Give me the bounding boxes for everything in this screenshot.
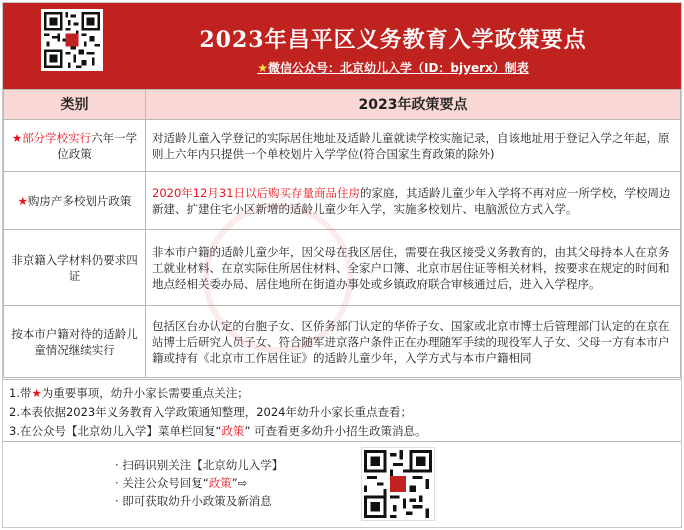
star-icon: ★ [31,386,42,400]
policy-cell [146,306,681,378]
note-prefix: 1.带 [9,386,32,400]
policy-text: 非本市户籍的适龄儿童少年，因父母在我区居住，需要在我区接受义务教育的，由其父母持本人在京务工就业材料、在京实际住所居住材料、全家户口簿、北京市居住证等相关材料，按要求在规定的时间和地点经相关委办局、居住地所在街道办事处或乡镇政府联合审核通过后，进入入学程序。 [152,244,670,291]
table-header-row [4,90,681,120]
note-keyword: 政策 [221,424,245,438]
column-header-policy: 2023年政策要点 [146,90,681,120]
note-prefix: 3.在公众号【北京幼儿入学】菜单栏回复“ [9,424,222,438]
note-text: 2.本表依据2023年义务教育入学政策通知整理，2024年幼升小家长重点查看； [9,405,413,419]
footer-line: · 即可获取幼升小政策及新消息 [115,494,272,508]
subtitle-text: 微信公众号：北京幼儿入学（ID：bjyerx）制表 [268,61,529,75]
footer-line: · 扫码识别关注【北京幼儿入学】 [115,458,284,472]
page-subtitle [113,59,673,76]
policy-cell [146,120,681,172]
policy-sheet [2,2,682,528]
category-cell [4,120,146,172]
note-text: ” 可查看更多幼升小招生政策消息。 [244,424,427,438]
policy-table [3,89,681,378]
category-highlight: 部分学校实行 [22,130,92,145]
footer-line-prefix: · 关注公众号回复“ [115,476,209,490]
note-item [9,384,675,403]
table-row [4,120,681,172]
star-icon: ★ [257,61,268,75]
qr-code-icon [361,447,435,521]
policy-cell [146,230,681,306]
policy-cell [146,172,681,230]
note-item [9,403,675,422]
policy-highlight: 2020年12月31日以后购买存量商品住房 [152,185,361,200]
note-text: 为重要事项，幼升小家长需要重点关注； [41,386,249,400]
table-row [4,230,681,306]
policy-text: 的家庭，其适龄儿童少年入学将不再对应一所学校，学校周边新建、扩建住宅小区新增的适龄儿童少年入学，实施多校划片、电脑派位方式入学。 [152,185,671,216]
arrow-right-icon: ”⇨ [231,476,248,490]
policy-text: 对适龄儿童入学登记的实际居住地址及适龄儿童就读学校实施记录，自该地址用于登记入学之年起，原则上六年内只提供一个单校划片入学学位(符合国家生育政策的除外) [152,130,670,161]
footer-instructions [115,456,283,510]
star-icon: ★ [17,193,28,208]
policy-text: 包括区台办认定的台胞子女、区侨务部门认定的华侨子女、国家或北京市博士后管理部门认定的在京在站博士后研究人员子女、符合随军进京落户条件正在办理随军手续的现役军人子女、父母一方有本市户籍或持有《北京市工作居住证》的适龄儿童少年，入学方式与本市户籍相同 [152,318,670,365]
category-cell [4,306,146,378]
table-row [4,306,681,378]
category-cell [4,172,146,230]
footer-keyword: 政策 [208,476,232,490]
category-label: 六年一学位政策 [57,130,138,161]
footer-line [115,474,283,492]
notes-section [3,379,681,441]
table-row [4,172,681,230]
category-cell [4,230,146,306]
category-label: 购房产多校划片政策 [27,193,132,208]
category-label: 按本市户籍对待的适龄儿童情况继续实行 [11,326,138,357]
header-banner [3,3,681,89]
note-item [9,422,675,441]
star-icon: ★ [11,130,23,145]
column-header-category: 类别 [4,90,146,120]
qr-code-icon [41,9,103,71]
footer-section [3,441,681,527]
page-title: 2023年昌平区义务教育入学政策要点 [199,27,587,53]
category-label: 非京籍入学材料仍要求四证 [11,252,138,283]
